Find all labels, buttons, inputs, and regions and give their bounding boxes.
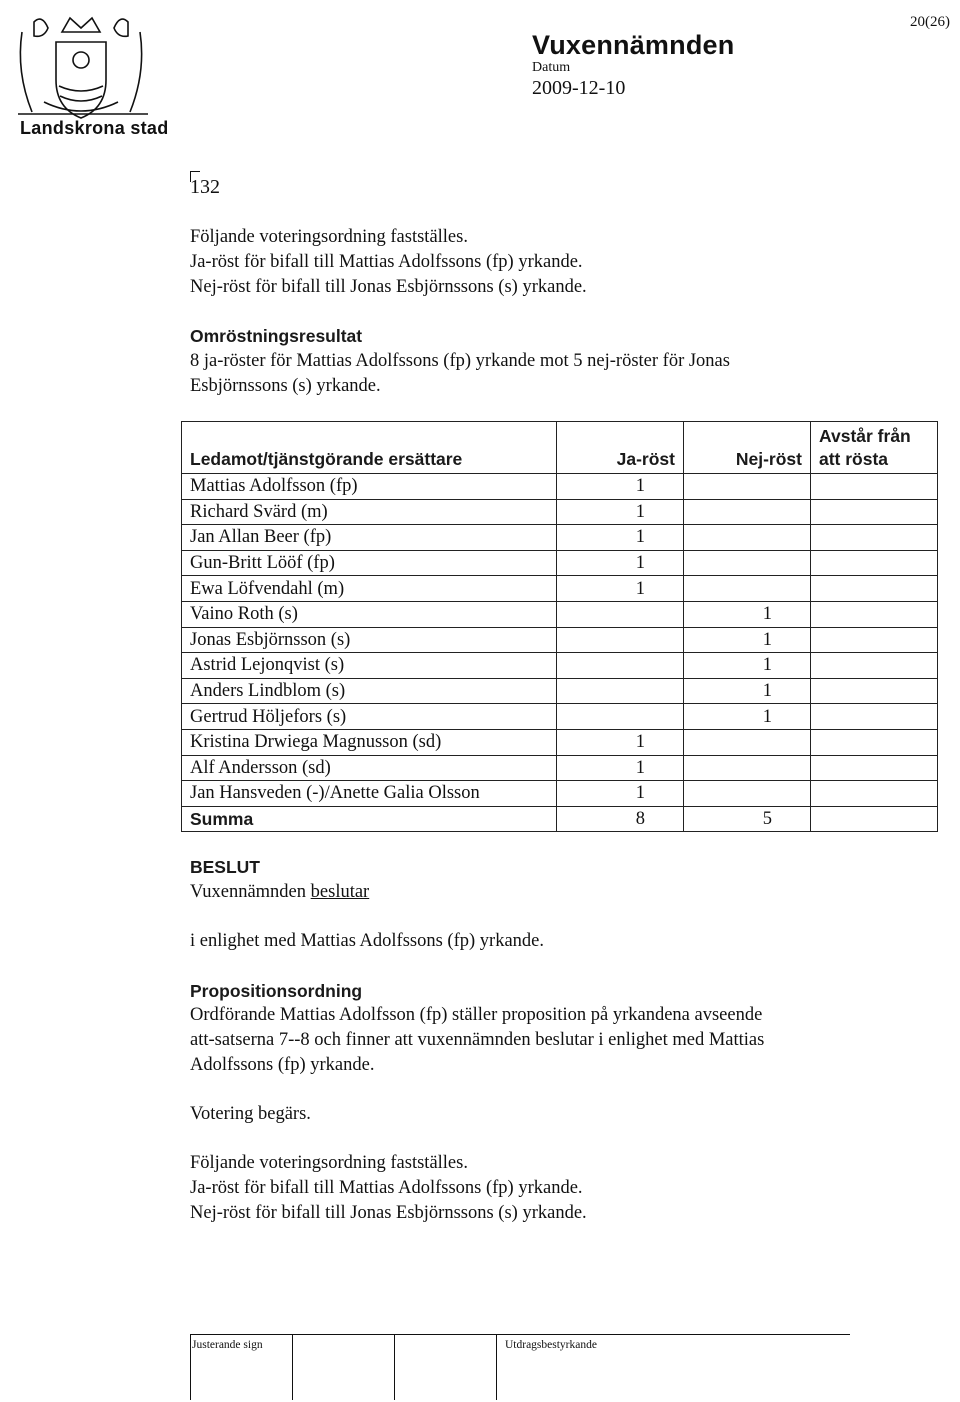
abstain-cell	[811, 499, 938, 525]
vote-order-1-line: Ja-röst för bifall till Mattias Adolfssons (fp) yrkande.	[190, 252, 583, 272]
table-row	[182, 729, 938, 755]
date-value: 2009-12-10	[532, 77, 626, 99]
vote-order-2-line: Följande voteringsordning fastställes.	[190, 1153, 468, 1173]
ja-vote	[557, 653, 684, 679]
nej-vote	[684, 474, 811, 500]
result-heading: Omröstningsresultat	[190, 326, 363, 346]
proposition-line: Ordförande Mattias Adolfsson (fp) ställer proposition på yrkandena avseende	[190, 1005, 763, 1025]
table-row	[182, 525, 938, 551]
table-row	[182, 550, 938, 576]
table-row	[182, 627, 938, 653]
member-name: Gertrud Höljefors (s)	[182, 704, 557, 730]
sum-label: Summa	[182, 806, 557, 832]
table-row	[182, 653, 938, 679]
header-nej: Nej-röst	[684, 422, 811, 474]
abstain-cell	[811, 576, 938, 602]
nej-vote: 1	[684, 653, 811, 679]
nej-vote: 1	[684, 678, 811, 704]
result-line: 8 ja-röster för Mattias Adolfssons (fp) yrkande mot 5 nej-röster för Jonas	[190, 351, 730, 371]
member-name: Jan Allan Beer (fp)	[182, 525, 557, 551]
header-abstain-line-2: att rösta	[819, 449, 889, 469]
ja-vote: 1	[557, 729, 684, 755]
table-row	[182, 474, 938, 500]
nej-vote: 1	[684, 627, 811, 653]
nej-vote	[684, 576, 811, 602]
paragraph-number: 132	[190, 176, 220, 198]
member-name: Ewa Löfvendahl (m)	[182, 576, 557, 602]
ja-vote: 1	[557, 781, 684, 807]
member-name: Astrid Lejonqvist (s)	[182, 653, 557, 679]
ja-vote	[557, 601, 684, 627]
proposition-line: att-satserna 7--8 och finner att vuxennämnden beslutar i enlighet med Mattias	[190, 1030, 765, 1050]
sign-box-divider	[190, 1334, 191, 1400]
extract-label: Utdragsbestyrkande	[505, 1339, 597, 1351]
header-abstain	[811, 422, 938, 474]
ja-vote: 1	[557, 576, 684, 602]
table-row	[182, 499, 938, 525]
abstain-cell	[811, 601, 938, 627]
sum-ja: 8	[557, 806, 684, 832]
ja-vote	[557, 627, 684, 653]
sum-nej: 5	[684, 806, 811, 832]
table-row	[182, 576, 938, 602]
proposition-line: Adolfssons (fp) yrkande.	[190, 1055, 375, 1075]
vote-table	[181, 421, 938, 832]
header-name: Ledamot/tjänstgörande ersättare	[182, 422, 557, 474]
member-name: Mattias Adolfsson (fp)	[182, 474, 557, 500]
footer-rule	[190, 1334, 850, 1335]
nej-vote: 1	[684, 601, 811, 627]
logo-text: Landskrona stad	[20, 118, 169, 138]
vote-order-2-line: Nej-röst för bifall till Jonas Esbjörnssons (s) yrkande.	[190, 1203, 587, 1223]
nej-vote	[684, 729, 811, 755]
table-row	[182, 601, 938, 627]
nej-vote	[684, 499, 811, 525]
table-row	[182, 755, 938, 781]
abstain-cell	[811, 729, 938, 755]
date-label: Datum	[532, 60, 571, 75]
abstain-cell	[811, 678, 938, 704]
decision-subject: Vuxennämnden	[190, 882, 311, 902]
nej-vote: 1	[684, 704, 811, 730]
abstain-cell	[811, 627, 938, 653]
proposition-heading: Propositionsordning	[190, 981, 363, 1001]
abstain-cell	[811, 653, 938, 679]
nej-vote	[684, 755, 811, 781]
decision-line-2: i enlighet med Mattias Adolfssons (fp) yrkande.	[190, 931, 545, 951]
table-row	[182, 704, 938, 730]
ja-vote: 1	[557, 474, 684, 500]
abstain-cell	[811, 704, 938, 730]
ja-vote: 1	[557, 550, 684, 576]
nej-vote	[684, 525, 811, 551]
member-name: Vaino Roth (s)	[182, 601, 557, 627]
decision-line-1	[190, 880, 369, 905]
ja-vote	[557, 678, 684, 704]
ja-vote: 1	[557, 525, 684, 551]
table-row	[182, 781, 938, 807]
member-name: Anders Lindblom (s)	[182, 678, 557, 704]
header-ja: Ja-röst	[557, 422, 684, 474]
member-name: Kristina Drwiega Magnusson (sd)	[182, 729, 557, 755]
sign-box-divider	[496, 1334, 497, 1400]
committee-title: Vuxennämnden	[532, 30, 735, 60]
result-line: Esbjörnssons (s) yrkande.	[190, 376, 381, 396]
vote-table-header-row	[182, 422, 938, 474]
table-row	[182, 678, 938, 704]
abstain-cell	[811, 781, 938, 807]
abstain-cell	[811, 550, 938, 576]
member-name: Alf Andersson (sd)	[182, 755, 557, 781]
sign-box-divider	[292, 1334, 293, 1400]
abstain-cell	[811, 525, 938, 551]
ja-vote	[557, 704, 684, 730]
abstain-cell	[811, 755, 938, 781]
sign-label: Justerande sign	[192, 1339, 263, 1351]
member-name: Jonas Esbjörnsson (s)	[182, 627, 557, 653]
nej-vote	[684, 781, 811, 807]
member-name: Gun-Britt Lööf (fp)	[182, 550, 557, 576]
decision-verb: beslutar	[310, 882, 370, 902]
decision-heading: BESLUT	[190, 857, 260, 877]
ja-vote: 1	[557, 499, 684, 525]
header-abstain-line-1: Avstår från	[819, 426, 911, 446]
vote-order-1-line: Följande voteringsordning fastställes.	[190, 227, 468, 247]
page-number: 20(26)	[910, 14, 950, 30]
sum-row	[182, 806, 938, 832]
sign-box-divider	[394, 1334, 395, 1400]
vote-order-1-line: Nej-röst för bifall till Jonas Esbjörnssons (s) yrkande.	[190, 277, 587, 297]
abstain-cell	[811, 806, 938, 832]
vote-order-2-line: Ja-röst för bifall till Mattias Adolfssons (fp) yrkande.	[190, 1178, 583, 1198]
abstain-cell	[811, 474, 938, 500]
nej-vote	[684, 550, 811, 576]
member-name: Jan Hansveden (-)/Anette Galia Olsson	[182, 781, 557, 807]
vote-requested: Votering begärs.	[190, 1104, 311, 1124]
ja-vote: 1	[557, 755, 684, 781]
member-name: Richard Svärd (m)	[182, 499, 557, 525]
